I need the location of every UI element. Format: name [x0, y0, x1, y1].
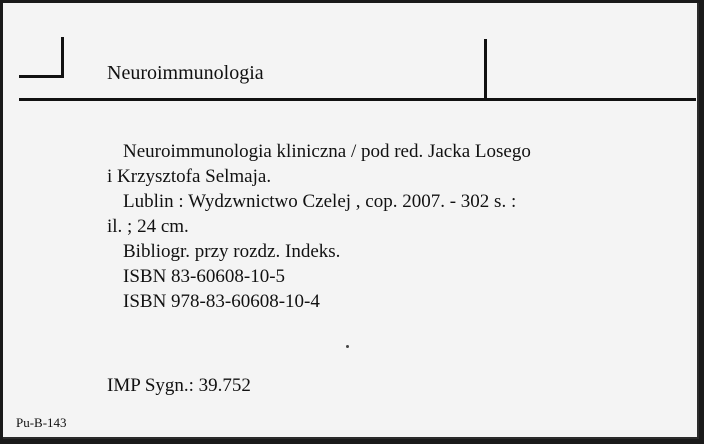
call-number: IMP Sygn.: 39.752 [107, 375, 251, 396]
paper-speck [346, 345, 349, 348]
notes-line: Bibliogr. przy rozdz. Indeks. [123, 241, 341, 262]
title-line-1: Neuroimmunologia kliniczna / pod red. Jacka Losego [123, 141, 531, 162]
corner-mark-vertical [61, 37, 64, 77]
imprint-line-1: Lublin : Wydzwnictwo Czelej , cop. 2007. - 302 s. : [123, 191, 517, 212]
title-line-2: i Krzysztofa Selmaja. [107, 166, 272, 187]
imprint-line-2: il. ; 24 cm. [107, 216, 189, 237]
subject-heading: Neuroimmunologia [107, 62, 264, 84]
catalog-card [3, 3, 699, 439]
header-divider [484, 39, 487, 99]
card-code: Pu-B-143 [16, 415, 67, 430]
header-rule [19, 98, 696, 101]
isbn-line-1: ISBN 83-60608-10-5 [123, 266, 286, 287]
corner-mark-horizontal [19, 75, 64, 78]
isbn-line-2: ISBN 978-83-60608-10-4 [123, 291, 320, 312]
